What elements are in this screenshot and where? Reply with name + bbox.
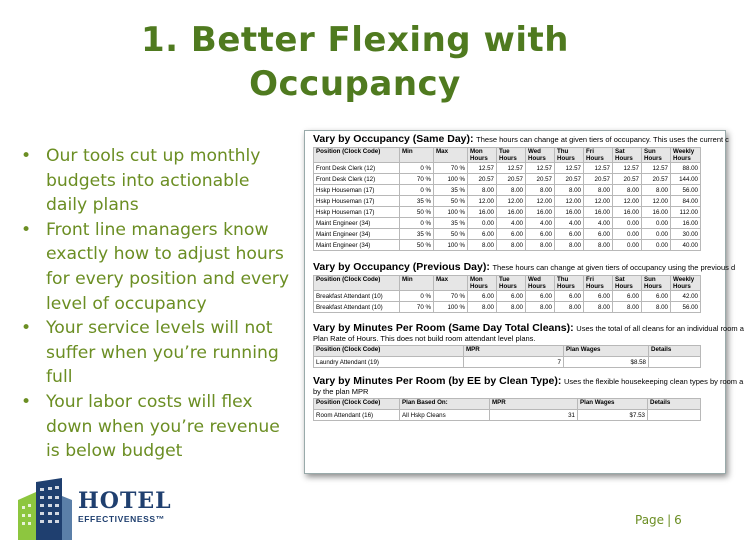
table-cell: 8.00	[555, 240, 584, 251]
bullet-dot-icon: •	[21, 391, 32, 412]
page-number-value: 6	[674, 513, 682, 527]
table-row	[314, 196, 701, 207]
table-cell: 0 %	[400, 291, 434, 302]
column-header: Min	[400, 276, 434, 291]
table-cell: 8.00	[497, 240, 526, 251]
table-cell: 50 %	[400, 240, 434, 251]
table-cell: 6.00	[497, 229, 526, 240]
table-cell: 12.57	[526, 163, 555, 174]
bullet-list	[18, 144, 318, 464]
table-cell: 30.00	[671, 229, 701, 240]
table-cell: 12.00	[497, 196, 526, 207]
section-title-mpr-total	[305, 321, 744, 345]
bullet-line: level of occupancy	[46, 293, 207, 314]
column-header: Min	[400, 148, 434, 163]
table-cell: 70 %	[434, 163, 468, 174]
building-icon	[14, 478, 74, 542]
table-cell: 20.57	[613, 174, 642, 185]
table-same-day	[313, 147, 701, 251]
table-cell: 20.57	[468, 174, 497, 185]
table-cell	[648, 410, 701, 421]
table-cell: Front Desk Clerk (12)	[314, 174, 400, 185]
table-cell: 50 %	[400, 207, 434, 218]
table-cell: $7.53	[578, 410, 648, 421]
table-cell: 8.00	[468, 240, 497, 251]
table-cell: Hskp Houseman (17)	[314, 207, 400, 218]
section-description: These hours can change at given tiers of occupancy. This uses the current c	[476, 135, 729, 144]
table-cell: 112.00	[671, 207, 701, 218]
table-cell: 0 %	[400, 163, 434, 174]
section-description: Uses the flexible housekeeping clean types by room a	[564, 377, 744, 386]
table-row	[314, 218, 701, 229]
table-cell: 12.00	[642, 196, 671, 207]
table-cell: 56.00	[671, 185, 701, 196]
table-mpr-type	[313, 398, 701, 421]
slide-title-line2: Occupancy	[249, 64, 461, 104]
table-cell: 144.00	[671, 174, 701, 185]
table-cell: 31	[490, 410, 578, 421]
table-row	[314, 240, 701, 251]
table-header-row	[314, 399, 701, 410]
table-cell: 12.00	[584, 196, 613, 207]
table-cell: 6.00	[497, 291, 526, 302]
embedded-screenshot	[304, 130, 744, 474]
table-cell: 0 %	[400, 185, 434, 196]
table-cell: 8.00	[526, 240, 555, 251]
table-cell: 16.00	[642, 207, 671, 218]
bullet-item	[18, 144, 318, 218]
section-title-previous-day	[305, 259, 736, 275]
table-cell: 4.00	[497, 218, 526, 229]
table-cell: 8.00	[555, 185, 584, 196]
bullet-dot-icon: •	[21, 318, 32, 339]
table-cell: Maint Engineer (34)	[314, 229, 400, 240]
table-cell: 8.00	[468, 302, 497, 313]
table-cell: 6.00	[584, 229, 613, 240]
table-header-row	[314, 276, 701, 291]
table-cell: 70 %	[434, 291, 468, 302]
column-header: Plan Based On:	[400, 399, 490, 410]
table-cell: 12.00	[613, 196, 642, 207]
column-header: Sat Hours	[613, 276, 642, 291]
column-header: Fri Hours	[584, 276, 613, 291]
table-cell: 20.57	[584, 174, 613, 185]
table-cell: 6.00	[468, 291, 497, 302]
table-cell: 0.00	[642, 218, 671, 229]
column-header: Position (Clock Code)	[314, 276, 400, 291]
table-cell: Breakfast Attendant (10)	[314, 302, 400, 313]
table-cell: 16.00	[468, 207, 497, 218]
column-header: Sun Hours	[642, 148, 671, 163]
table-cell: 8.00	[584, 185, 613, 196]
table-cell: Maint Engineer (34)	[314, 218, 400, 229]
table-cell: 12.57	[555, 163, 584, 174]
table-cell: 50 %	[434, 229, 468, 240]
table-cell: 20.57	[555, 174, 584, 185]
column-header: Weekly Hours	[671, 276, 701, 291]
table-cell: 16.00	[497, 207, 526, 218]
table-cell: 8.00	[584, 302, 613, 313]
column-header: Tue Hours	[497, 276, 526, 291]
section-heading: Vary by Minutes Per Room (by EE by Clean Type):	[313, 375, 562, 387]
table-cell: 6.00	[555, 291, 584, 302]
table-cell: 16.00	[671, 218, 701, 229]
page-number	[635, 513, 682, 527]
table-cell: 100 %	[434, 302, 468, 313]
section-heading: Vary by Occupancy (Same Day):	[313, 133, 474, 145]
column-header: Details	[648, 399, 701, 410]
table-cell: 6.00	[555, 229, 584, 240]
section-description: These hours can change at given tiers of occupancy using the previous d	[492, 263, 736, 272]
table-cell: 20.57	[497, 174, 526, 185]
column-header: Weekly Hours	[671, 148, 701, 163]
column-header: Sun Hours	[642, 276, 671, 291]
bullet-line: daily plans	[46, 195, 139, 216]
table-mpr-total	[313, 345, 701, 368]
column-header: Thu Hours	[555, 276, 584, 291]
table-cell: 35 %	[434, 185, 468, 196]
table-cell: 12.00	[468, 196, 497, 207]
table-cell: 56.00	[671, 302, 701, 313]
table-cell: Laundry Attendant (19)	[314, 357, 464, 368]
column-header: MPR	[490, 399, 578, 410]
table-cell: 16.00	[526, 207, 555, 218]
bullet-line: suffer when you’re running	[46, 342, 279, 363]
bullet-line: is below budget	[46, 441, 183, 462]
table-cell: 70 %	[400, 302, 434, 313]
column-header: Fri Hours	[584, 148, 613, 163]
bullet-line: exactly how to adjust hours	[46, 244, 284, 265]
table-cell: 0.00	[613, 240, 642, 251]
bullet-item	[18, 218, 318, 316]
table-cell: 20.57	[642, 174, 671, 185]
logo-wordmark: HOTEL	[78, 488, 172, 514]
page-label: Page	[635, 513, 665, 527]
table-cell: 16.00	[613, 207, 642, 218]
table-cell: 8.00	[497, 302, 526, 313]
column-header: Wed Hours	[526, 148, 555, 163]
section-title-mpr-type	[305, 374, 744, 398]
table-cell: 6.00	[526, 229, 555, 240]
column-header: Mon Hours	[468, 148, 497, 163]
table-cell: 8.00	[526, 302, 555, 313]
table-cell: 6.00	[642, 291, 671, 302]
table-row	[314, 174, 701, 185]
column-header: Mon Hours	[468, 276, 497, 291]
table-cell: 35 %	[434, 218, 468, 229]
table-cell: 0.00	[642, 240, 671, 251]
section-heading: Vary by Minutes Per Room (Same Day Total Cleans):	[313, 322, 574, 334]
section-title-same-day	[305, 131, 729, 147]
bullet-line: Our tools cut up monthly	[46, 146, 261, 166]
table-cell: 100 %	[434, 240, 468, 251]
table-previous-day	[313, 275, 701, 313]
table-cell: $8.58	[564, 357, 649, 368]
table-cell: 12.57	[497, 163, 526, 174]
bullet-line: Your labor costs will flex	[46, 391, 253, 412]
table-cell: 0.00	[613, 229, 642, 240]
bullet-line: for every position and every	[46, 268, 290, 289]
table-row	[314, 410, 701, 421]
table-cell: 84.00	[671, 196, 701, 207]
table-row	[314, 229, 701, 240]
table-cell: 8.00	[497, 185, 526, 196]
table-cell: 40.00	[671, 240, 701, 251]
table-cell: 4.00	[584, 218, 613, 229]
table-cell: 7	[464, 357, 564, 368]
table-cell: 12.57	[584, 163, 613, 174]
column-header: Wed Hours	[526, 276, 555, 291]
table-cell: 0.00	[642, 229, 671, 240]
table-cell: Hskp Houseman (17)	[314, 185, 400, 196]
table-cell: 70 %	[400, 174, 434, 185]
table-cell: 6.00	[468, 229, 497, 240]
bullet-line: Front line managers know	[46, 219, 269, 240]
table-cell: 8.00	[642, 185, 671, 196]
column-header: Max	[434, 148, 468, 163]
table-cell: 8.00	[526, 185, 555, 196]
column-header: Tue Hours	[497, 148, 526, 163]
bullet-dot-icon: •	[21, 219, 32, 240]
table-header-row	[314, 346, 701, 357]
column-header: Details	[649, 346, 701, 357]
logo-subtitle: EFFECTIVENESS™	[78, 514, 165, 524]
table-cell: 12.00	[526, 196, 555, 207]
bullet-item	[18, 316, 318, 390]
table-cell: 12.57	[613, 163, 642, 174]
table-cell: 4.00	[526, 218, 555, 229]
table-cell: 42.00	[671, 291, 701, 302]
table-cell: 6.00	[584, 291, 613, 302]
table-row	[314, 302, 701, 313]
table-cell: 88.00	[671, 163, 701, 174]
table-cell: Room Attendant (16)	[314, 410, 400, 421]
column-header: Position (Clock Code)	[314, 346, 464, 357]
section-description: Uses the total of all cleans for an individual room a	[576, 324, 744, 333]
page-separator: |	[667, 513, 672, 527]
table-cell: 8.00	[613, 185, 642, 196]
table-row	[314, 163, 701, 174]
table-cell: 8.00	[642, 302, 671, 313]
slide-title-line1: 1. Better Flexing with	[141, 20, 569, 60]
table-cell: 0 %	[400, 218, 434, 229]
bullet-line: down when you’re revenue	[46, 416, 280, 437]
column-header: MPR	[464, 346, 564, 357]
table-cell: 20.57	[526, 174, 555, 185]
section-description: Plan Rate of Hours. This does not build room attendant level plans.	[313, 334, 536, 343]
table-row	[314, 291, 701, 302]
section-heading: Vary by Occupancy (Previous Day):	[313, 261, 490, 273]
table-cell: 35 %	[400, 196, 434, 207]
table-cell: 16.00	[555, 207, 584, 218]
table-header-row	[314, 148, 701, 163]
table-row	[314, 185, 701, 196]
table-cell: 8.00	[584, 240, 613, 251]
table-cell: 35 %	[400, 229, 434, 240]
table-cell: 4.00	[555, 218, 584, 229]
table-row	[314, 207, 701, 218]
column-header: Max	[434, 276, 468, 291]
column-header: Plan Wages	[578, 399, 648, 410]
slide-title	[120, 18, 590, 106]
bullet-dot-icon: •	[21, 146, 32, 166]
table-row	[314, 357, 701, 368]
column-header: Position (Clock Code)	[314, 148, 400, 163]
table-cell: 16.00	[584, 207, 613, 218]
bullet-line: budgets into actionable	[46, 170, 250, 191]
table-cell: 8.00	[468, 185, 497, 196]
table-cell: 12.00	[555, 196, 584, 207]
table-cell: Front Desk Clerk (12)	[314, 163, 400, 174]
table-cell: 6.00	[526, 291, 555, 302]
hotel-effectiveness-logo	[14, 478, 174, 542]
table-cell: 100 %	[434, 207, 468, 218]
table-cell: Breakfast Attendant (10)	[314, 291, 400, 302]
bullet-line: Your service levels will not	[46, 318, 273, 339]
table-cell: 50 %	[434, 196, 468, 207]
column-header: Position (Clock Code)	[314, 399, 400, 410]
table-cell: Hskp Houseman (17)	[314, 196, 400, 207]
bullet-line: full	[46, 367, 73, 388]
table-cell: 6.00	[613, 291, 642, 302]
column-header: Sat Hours	[613, 148, 642, 163]
table-cell: Maint Engineer (34)	[314, 240, 400, 251]
column-header: Thu Hours	[555, 148, 584, 163]
table-cell: 8.00	[555, 302, 584, 313]
table-cell	[649, 357, 701, 368]
table-cell: 12.57	[642, 163, 671, 174]
table-cell: 100 %	[434, 174, 468, 185]
bullet-item	[18, 390, 318, 464]
column-header: Plan Wages	[564, 346, 649, 357]
table-cell: All Hskp Cleans	[400, 410, 490, 421]
table-cell: 8.00	[613, 302, 642, 313]
table-cell: 0.00	[468, 218, 497, 229]
section-description: by the plan MPR	[313, 387, 369, 396]
table-cell: 0.00	[613, 218, 642, 229]
table-cell: 12.57	[468, 163, 497, 174]
